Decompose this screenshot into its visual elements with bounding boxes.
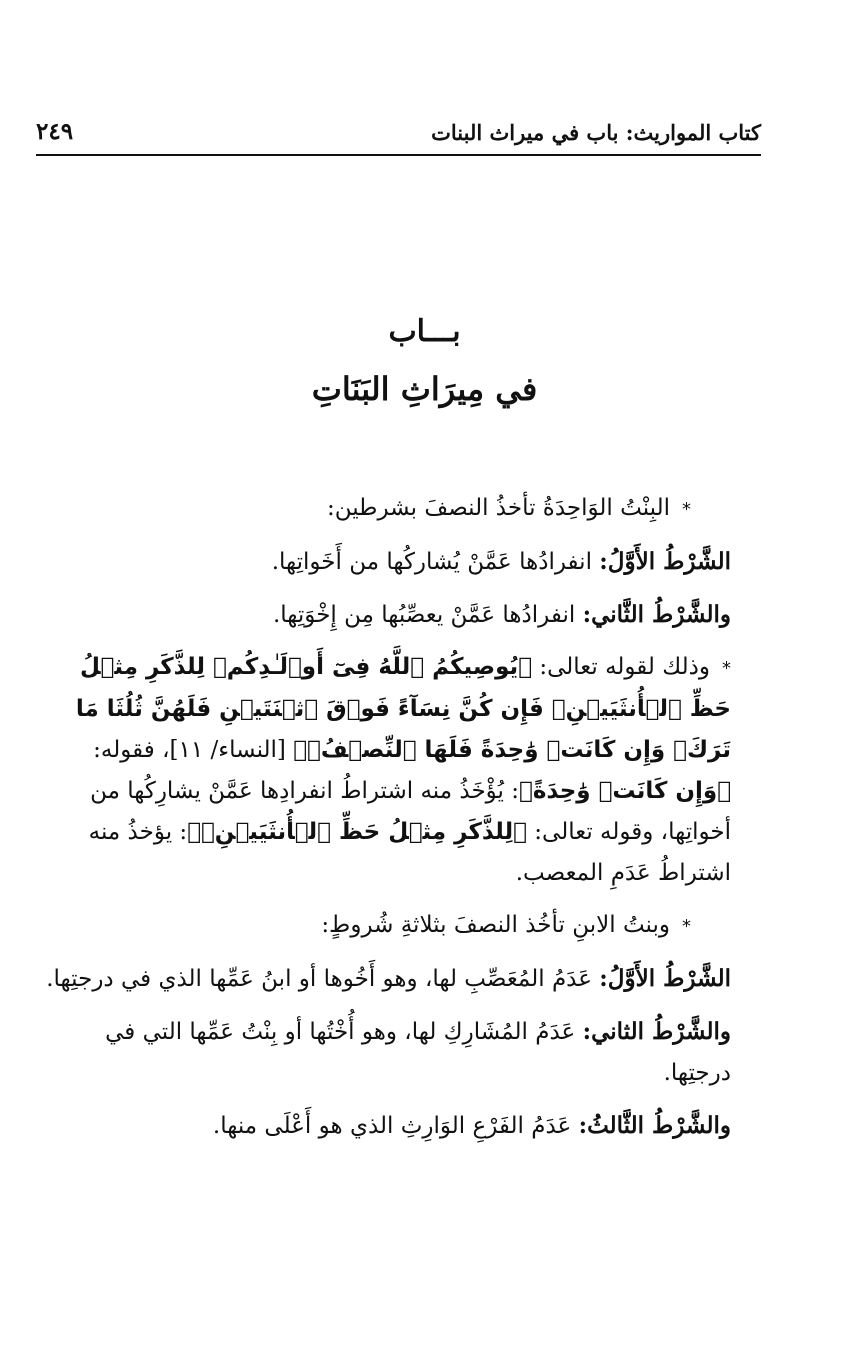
quran-open-bracket-two: ﴿ — [717, 778, 731, 804]
first-condition-paragraph — [34, 541, 761, 583]
son-daughter-second-text: عَدَمُ المُشَارِكِ لها، وهو أُخْتُها أو بِنْتُ عَمِّها التي في درجتِها. — [105, 1019, 731, 1086]
running-header — [36, 112, 761, 156]
second-condition-label: والشَّرْطُ الثَّاني: — [582, 601, 731, 628]
chapter-heading — [0, 306, 849, 420]
first-condition-text: انفرادُها عَمَّنْ يُشاركُها من أَخَواتِها. — [271, 549, 592, 575]
son-daughter-second-condition — [34, 1011, 761, 1094]
son-daughter-first-text: عَدَمُ المُعَصِّبِ لها، وهو أَخُوها أو ابنُ عَمِّها الذي في درجتِها. — [46, 966, 592, 992]
son-daughter-third-text: عَدَمُ الفَرْعِ الوَارِثِ الذي هو أَعْلَى منها. — [212, 1113, 572, 1139]
son-daughter-third-label: والشَّرْطُ الثَّالثُ: — [578, 1112, 731, 1139]
son-daughter-first-condition — [34, 958, 761, 1000]
son-daughter-third-condition — [34, 1105, 761, 1147]
second-condition-paragraph — [34, 594, 761, 636]
evidence-intro: وذلك لقوله تعالى: — [539, 654, 710, 680]
asterisk-bullet-icon: * — [682, 916, 691, 937]
evidence-ending: : يؤخذُ منه اشتراطُ عَدَمِ المعصب. — [88, 819, 731, 886]
second-condition-text: انفرادُها عَمَّنْ يعصِّبُها مِن إِخْوَتِها. — [272, 602, 576, 628]
chapter-title: في مِيرَاثِ البَنَاتِ — [311, 370, 538, 408]
son-daughter-text: وبنتُ الابنِ تأخُذ النصفَ بثلاثةِ شُروطٍ: — [321, 912, 670, 938]
quran-close-bracket: ﴾ — [293, 737, 308, 763]
running-title: كتاب المواريث: باب في ميراث البنات — [431, 120, 761, 145]
asterisk-bullet-icon: * — [682, 499, 691, 520]
son-daughter-paragraph — [34, 905, 761, 947]
quran-verse-three: لِلذَّكَرِ مِثۡلُ حَظِّ ٱلۡأُنثَيَيۡنِۚ — [201, 819, 514, 845]
chapter-body — [34, 488, 761, 1147]
quran-open-bracket-three: ﴿ — [513, 819, 527, 845]
first-condition-label: الشَّرْطُ الأَوَّلُ: — [599, 548, 731, 575]
quran-evidence-paragraph — [34, 647, 761, 894]
single-daughter-text: البِنْتُ الوَاحِدَةُ تأخذُ النصفَ بشرطين: — [326, 495, 670, 521]
quran-open-bracket: ﴿ — [518, 654, 533, 680]
page-number: ٢٤٩ — [36, 118, 74, 145]
evidence-middle-text: فقوله: — [93, 737, 155, 763]
quran-close-bracket-two: ﴾ — [519, 778, 533, 804]
asterisk-bullet-icon: * — [722, 658, 731, 679]
quran-verse: يُوصِيكُمُ ٱللَّهُ فِىٓ أَوۡلَـٰدِكُمۡ لِلذَّكَرِ مِثۡلُ حَظِّ ٱلۡأُنثَيَيۡنِۚ فَإِن كُنَّ نِسَآءً فَوۡقَ ٱثۡنَتَيۡنِ فَلَهُنَّ ثُلُثَا مَا تَرَكَۖ وَإِن كَانَتۡ وَٰحِدَةً فَلَهَا ٱلنِّصۡفُۚ — [75, 654, 731, 763]
son-daughter-first-label: الشَّرْطُ الأَوَّلُ: — [599, 965, 731, 992]
quran-close-bracket-three: ﴾ — [187, 819, 201, 845]
single-daughter-paragraph — [34, 488, 761, 530]
chapter-label: بـــاب — [388, 314, 461, 349]
quran-verse-two: وَإِن كَانَتۡ وَٰحِدَةً — [532, 778, 718, 804]
evidence-after-verse-two: : يُؤْخَذُ منه اشتراطُ انفرادِها عَمَّنْ يشارِكُها من أخواتِها، وقوله تعالى: — [90, 778, 731, 845]
verse-reference: [النساء/ ١١]، — [162, 737, 286, 763]
son-daughter-second-label: والشَّرْطُ الثاني: — [582, 1018, 731, 1045]
